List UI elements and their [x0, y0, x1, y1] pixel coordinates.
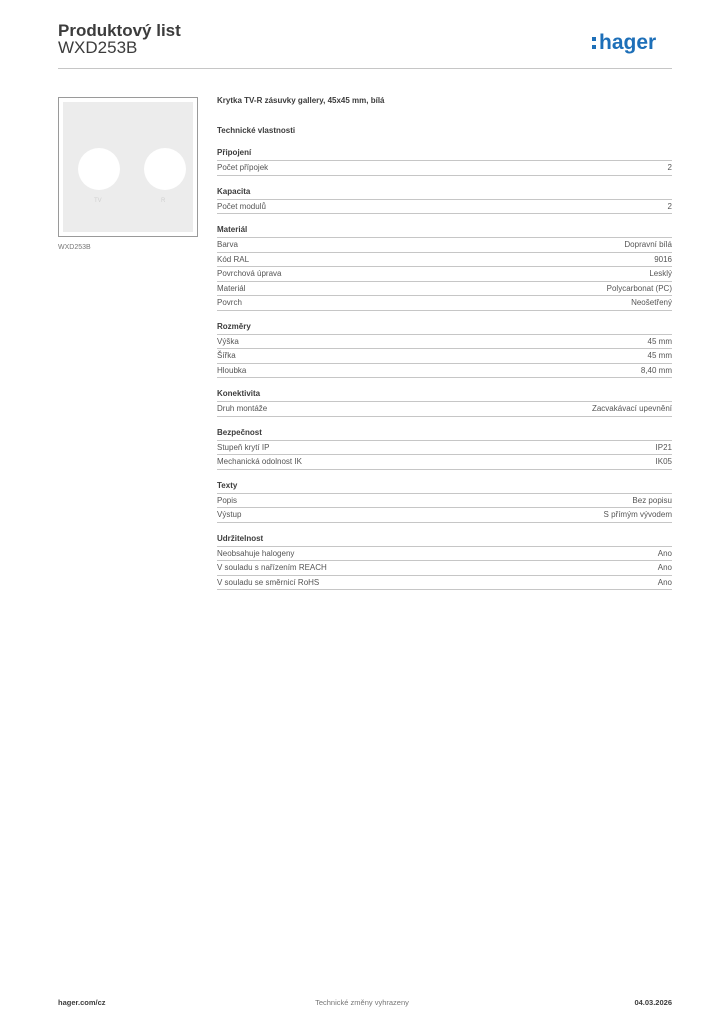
section-title: Materiál — [217, 224, 672, 238]
spec-value: IP21 — [655, 442, 672, 452]
spec-label: Povrchová úprava — [217, 269, 282, 278]
spec-value: Polycarbonat (PC) — [606, 283, 672, 293]
spec-sections — [217, 147, 672, 590]
spec-section — [217, 480, 672, 523]
spec-row — [217, 364, 672, 379]
spec-section — [217, 533, 672, 591]
spec-label: Barva — [217, 240, 238, 249]
product-code: WXD253B — [58, 38, 138, 57]
spec-row — [217, 455, 672, 470]
footer-website-link[interactable]: hager.com/cz — [58, 998, 106, 1007]
spec-label: Výška — [217, 336, 239, 346]
spec-label: V souladu se směrnicí RoHS — [217, 577, 320, 587]
spec-section — [217, 147, 672, 176]
spec-value: Lesklý — [649, 269, 672, 278]
spec-row — [217, 561, 672, 576]
spec-label: Mechanická odolnost IK — [217, 457, 302, 466]
spec-row — [217, 349, 672, 364]
spec-label: Výstup — [217, 510, 242, 519]
spec-value: Neošetřený — [631, 298, 672, 307]
spec-label: Povrch — [217, 298, 242, 307]
spec-value: 2 — [667, 163, 672, 172]
spec-row — [217, 267, 672, 282]
spec-value: IK05 — [655, 457, 672, 466]
spec-value: 8,40 mm — [640, 365, 672, 375]
technical-properties-heading: Technické vlastnosti — [217, 126, 296, 135]
footer-date: 04.03.2026 — [634, 998, 672, 1007]
spec-label: Stupeň krytí IP — [217, 442, 270, 452]
socket-opening-left — [78, 148, 120, 190]
spec-row — [217, 296, 672, 311]
spec-row — [217, 253, 672, 268]
section-title: Rozměry — [217, 321, 672, 335]
spec-label: Kód RAL — [217, 254, 250, 264]
spec-section — [217, 388, 672, 417]
spec-section — [217, 224, 672, 311]
spec-value: Dopravní bílá — [624, 240, 672, 249]
spec-row — [217, 161, 672, 176]
spec-label: Počet přípojek — [217, 163, 269, 172]
spec-row — [217, 494, 672, 509]
spec-label: Hloubka — [217, 365, 247, 375]
spec-content — [217, 95, 672, 590]
spec-value: Zacvakávací upevnění — [591, 404, 672, 413]
spec-label: Neobsahuje halogeny — [217, 548, 295, 558]
spec-label: V souladu s nařízením REACH — [217, 563, 327, 572]
section-title: Bezpečnost — [217, 427, 672, 441]
hager-logo — [590, 28, 676, 58]
product-image — [58, 97, 198, 237]
section-title: Texty — [217, 480, 672, 494]
spec-label: Druh montáže — [217, 404, 268, 413]
section-title: Konektivita — [217, 388, 672, 402]
section-title: Kapacita — [217, 186, 672, 200]
spec-value: 2 — [667, 201, 672, 211]
spec-row — [217, 335, 672, 350]
spec-value: Ano — [657, 563, 672, 572]
spec-row — [217, 402, 672, 417]
section-title: Připojení — [217, 147, 672, 161]
spec-label: Materiál — [217, 283, 246, 293]
footer-note: Technické změny vyhrazeny — [315, 998, 409, 1007]
spec-section — [217, 186, 672, 215]
spec-value: 45 mm — [647, 351, 672, 360]
spec-value: 45 mm — [647, 336, 672, 346]
spec-row — [217, 200, 672, 215]
product-description: Krytka TV-R zásuvky gallery, 45x45 mm, bílá — [217, 96, 385, 105]
page-title: Produktový list — [58, 21, 181, 40]
spec-row — [217, 547, 672, 562]
spec-value: Ano — [657, 548, 672, 558]
spec-row — [217, 576, 672, 591]
spec-value: S přímým vývodem — [603, 510, 672, 519]
plate-mark-r: R — [161, 198, 166, 204]
image-caption: WXD253B — [58, 244, 91, 251]
spec-section — [217, 427, 672, 470]
logo-text: hager — [599, 31, 657, 54]
spec-value: Bez popisu — [632, 495, 672, 505]
section-title: Udržitelnost — [217, 533, 672, 547]
spec-value: Ano — [657, 577, 672, 587]
cover-plate — [63, 102, 193, 232]
spec-row — [217, 441, 672, 456]
spec-label: Počet modulů — [217, 201, 266, 211]
spec-label: Popis — [217, 495, 238, 505]
spec-row — [217, 282, 672, 297]
spec-label: Šířka — [217, 351, 236, 360]
header-divider — [58, 68, 672, 69]
spec-section — [217, 321, 672, 379]
spec-row — [217, 508, 672, 523]
spec-value: 9016 — [654, 254, 672, 264]
spec-row — [217, 238, 672, 253]
socket-opening-right — [144, 148, 186, 190]
plate-mark-tv: TV — [94, 198, 102, 204]
